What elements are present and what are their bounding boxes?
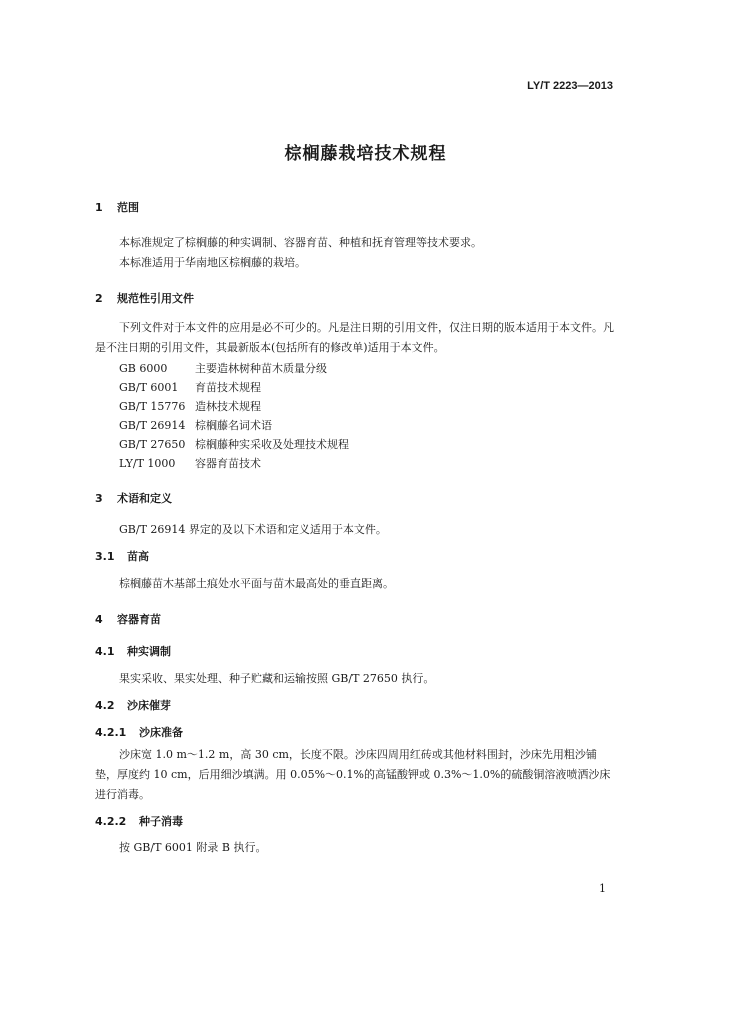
section-4-1-heading — [95, 643, 171, 659]
section-number: 4.2.2 — [95, 815, 127, 828]
section-2-heading — [95, 290, 194, 306]
section-1-heading — [95, 199, 139, 215]
section-4-1-line: 果实采收、果实处理、种子贮藏和运输按照 GB/T 27650 执行。 — [119, 672, 435, 685]
section-3-1-line: 棕榈藤苗木基部土痕处水平面与苗木最高处的垂直距离。 — [119, 577, 394, 590]
page-number: 1 — [599, 882, 606, 895]
reference-title: 棕榈藤种实采收及处理技术规程 — [195, 438, 349, 451]
section-3-line: GB/T 26914 界定的及以下术语和定义适用于本文件。 — [119, 523, 387, 536]
section-title: 沙床准备 — [139, 726, 183, 739]
reference-code: GB/T 15776 — [119, 400, 186, 413]
section-1-line-1: 本标准规定了棕榈藤的种实调制、容器育苗、种植和抚育管理等技术要求。 — [119, 236, 482, 249]
standard-code: LY/T 2223—2013 — [527, 80, 613, 92]
section-title: 种实调制 — [127, 645, 171, 658]
section-title: 苗高 — [127, 550, 149, 563]
section-number: 4 — [95, 613, 103, 626]
reference-item — [119, 360, 327, 376]
section-3-1-heading — [95, 548, 149, 564]
section-4-2-2-heading — [95, 813, 183, 829]
document-title: 棕榈藤栽培技术规程 — [284, 144, 447, 164]
reference-item — [119, 379, 261, 395]
section-title: 范围 — [117, 201, 139, 214]
section-number: 4.1 — [95, 645, 115, 658]
section-title: 容器育苗 — [117, 613, 161, 626]
section-4-2-2-line: 按 GB/T 6001 附录 B 执行。 — [119, 841, 267, 854]
reference-code: GB/T 26914 — [119, 419, 186, 432]
section-number: 1 — [95, 201, 103, 214]
reference-code: GB/T 6001 — [119, 381, 179, 394]
section-number: 4.2.1 — [95, 726, 127, 739]
reference-title: 造林技术规程 — [195, 400, 261, 413]
section-4-2-1-paragraph: 沙床宽 1.0 m～1.2 m，高 30 cm，长度不限。沙床四周用红砖或其他材料围封，沙床先用粗沙铺垫，厚度约 10 cm，后用细沙填满。用 0.05%～0.1%的高锰酸钾或 0.3%～1.0%的硫酸铜溶液喷洒沙床进行消毒。 — [95, 748, 611, 801]
reference-item — [119, 417, 272, 433]
reference-item — [119, 455, 261, 471]
reference-item — [119, 436, 349, 452]
reference-title: 主要造林树种苗木质量分级 — [195, 362, 327, 375]
section-number: 4.2 — [95, 699, 115, 712]
section-4-2-1-heading — [95, 724, 183, 740]
section-3-heading — [95, 490, 172, 506]
reference-title: 容器育苗技术 — [195, 457, 261, 470]
section-title: 术语和定义 — [117, 492, 172, 505]
reference-code: GB/T 27650 — [119, 438, 186, 451]
section-4-2-heading — [95, 697, 171, 713]
reference-code: LY/T 1000 — [119, 457, 176, 470]
section-4-heading — [95, 611, 161, 627]
section-title: 种子消毒 — [139, 815, 183, 828]
reference-title: 棕榈藤名词术语 — [195, 419, 272, 432]
reference-code: GB 6000 — [119, 362, 168, 375]
section-title: 沙床催芽 — [127, 699, 171, 712]
section-number: 2 — [95, 292, 103, 305]
section-number: 3.1 — [95, 550, 115, 563]
section-title: 规范性引用文件 — [117, 292, 194, 305]
reference-title: 育苗技术规程 — [195, 381, 261, 394]
section-2-paragraph: 下列文件对于本文件的应用是必不可少的。凡是注日期的引用文件，仅注日期的版本适用于本文件。凡是不注日期的引用文件，其最新版本(包括所有的修改单)适用于本文件。 — [95, 321, 614, 354]
section-1-line-2: 本标准适用于华南地区棕榈藤的栽培。 — [119, 256, 306, 269]
reference-item — [119, 398, 261, 414]
section-number: 3 — [95, 492, 103, 505]
